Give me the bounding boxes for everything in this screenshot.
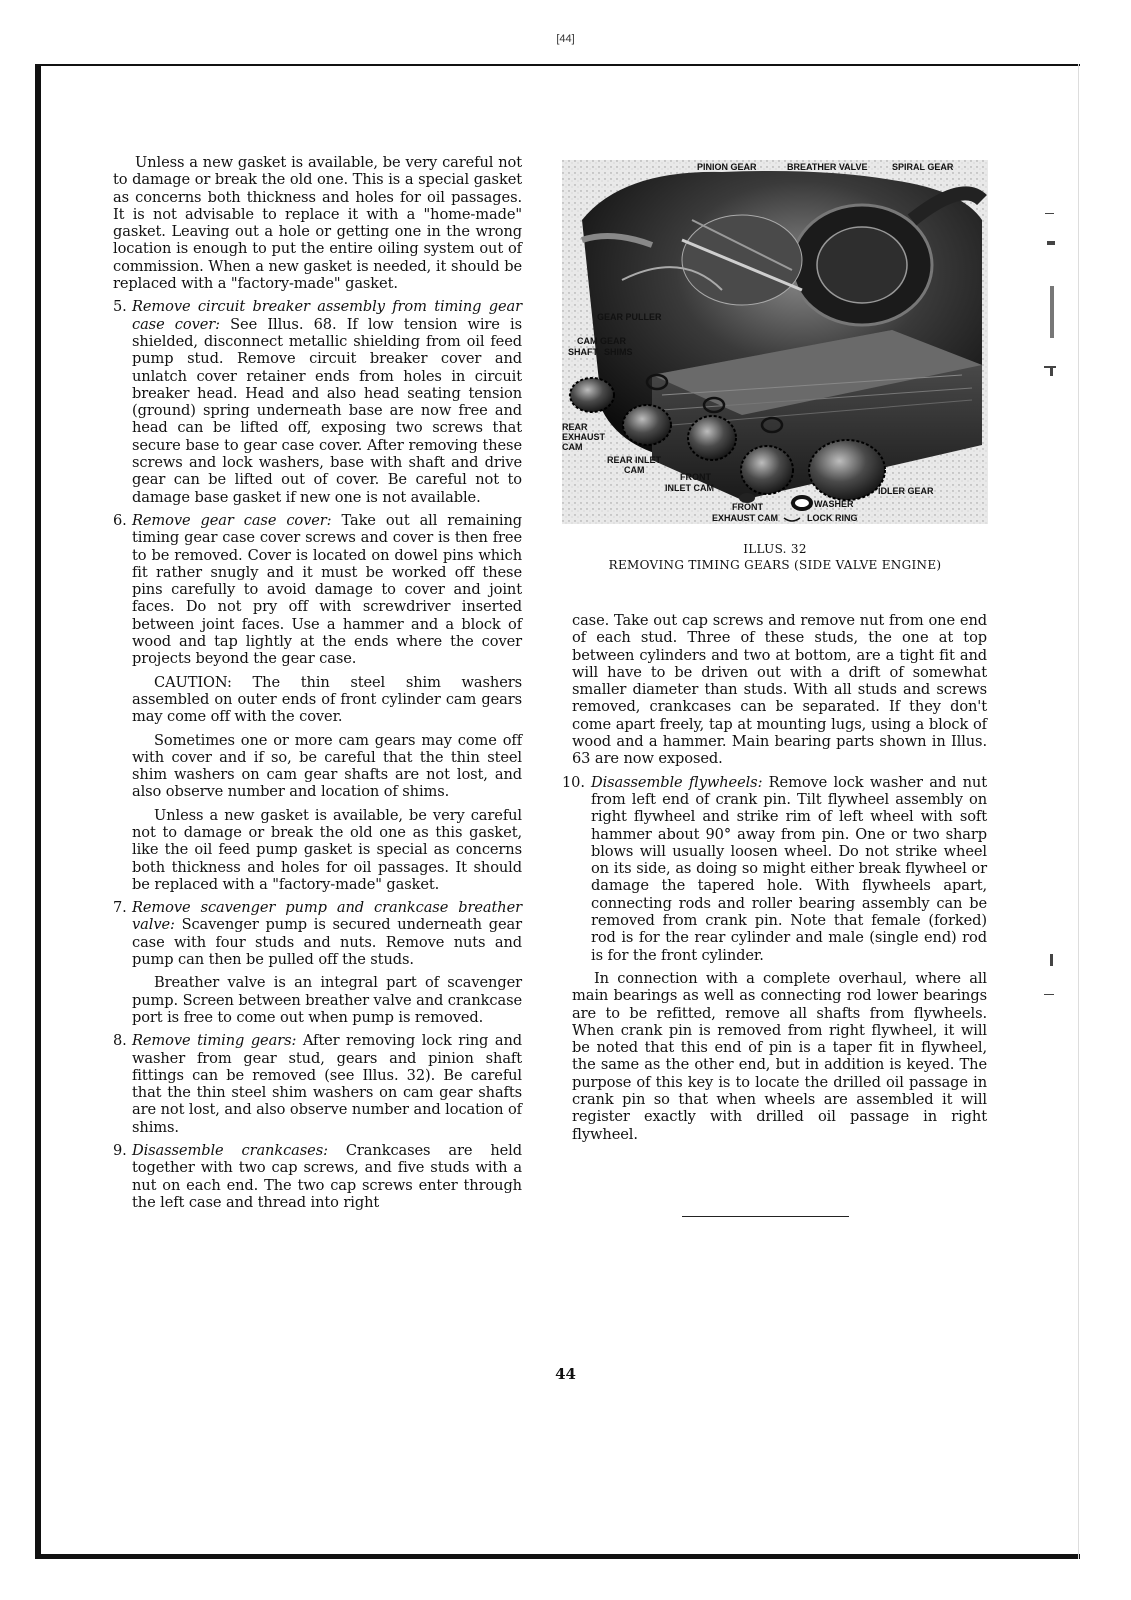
step-title: Remove circuit breaker assembly from timing gear case cover: xyxy=(132,298,522,333)
step-title: Remove timing gears: xyxy=(132,1032,297,1050)
label-rear-exhaust-cam-1: REAR xyxy=(562,422,588,432)
label-cam-gear: CAM GEAR xyxy=(577,336,626,346)
label-shaft: SHAFT xyxy=(568,347,598,357)
timing-gears-photo xyxy=(562,160,988,524)
step-title: Remove gear case cover: xyxy=(132,511,332,529)
step-title: Remove scavenger pump and crankcase breather valve: xyxy=(132,899,522,934)
step-text: See Illus. 68. If low tension wire is shielded, disconnect metallic shielding from oil feed pump stud. Remove circuit breaker cover and unlatch cover retainer ends from holes in circuit breaker head. Head and also head seating tension (ground) spring underneath base are now free and head can be lifted off, exposing two screws that secure base to gear case cover. After removing these screws and lock washers, base with shaft and drive gear can be lifted out of cover. Be careful not to damage base gasket if new one is not available. xyxy=(132,315,523,506)
step-6 xyxy=(113,512,522,893)
step-text: Scavenger pump is secured underneath gear case with four studs and nuts. Remove nuts and pump can then be pulled off the studs. xyxy=(132,916,522,969)
step-9-continuation: case. Take out cap screws and remove nut from one end of each stud. Three of these studs, the one at top between cylinders and two at bottom, are a tight fit and will have to be driven out with a drift of somewhat smaller diameter than studs. With all studs and screws removed, crankcases can be separated. If they don't come apart freely, tap at mounting lugs, using a block of wood and a hammer. Main bearing parts shown in Illus. 63 are now exposed. xyxy=(572,612,987,768)
label-idler-gear: IDLER GEAR xyxy=(878,486,934,496)
page-number: 44 xyxy=(555,1365,576,1383)
label-rear-inlet-cam-2: CAM xyxy=(624,465,645,475)
step-number: 5. xyxy=(113,298,127,316)
intro-paragraph: Unless a new gasket is available, be very careful not to damage or break the old one. This is a special gasket as concerns both thickness and holes for oil passages. It is not advisable to replace it with a "home-made" gasket. Leaving out a hole or getting one in the wrong location is enough to put the entire oiling system out of commission. When a new gasket is needed, it should be replaced with a "factory-made" gasket. xyxy=(113,154,522,293)
overhaul-paragraph: In connection with a complete overhaul, where all main bearings as well as connecting rod lower bearings are to be refitted, remove all shafts from flywheels. When crank pin is removed from right flywheel, it will be noted that this end of pin is a taper fit in flywheel, the same as the other end, but in addition is keyed. The purpose of this key is to locate the drilled oil passage in crank pin so that when wheels are assembled it will register exactly with drilled oil passage in right flywheel. xyxy=(572,969,987,1143)
step-number: 10. xyxy=(562,773,585,791)
label-rear-inlet-cam-1: REAR INLET xyxy=(607,455,661,465)
right-column xyxy=(562,612,987,1143)
step-number: 7. xyxy=(113,899,127,917)
label-front-exhaust-cam-1: FRONT xyxy=(732,502,763,512)
step-10 xyxy=(562,773,987,964)
label-washer: WASHER xyxy=(814,499,854,509)
label-front-inlet-cam-1: FRONT xyxy=(680,472,711,482)
step-text: Take out all remaining timing gear case cover screws and cover is then free to be removed. Cover is located on dowel pins which fit rather snugly and it must be worked off these pins carefully to avoid damage to cover and joint faces. Do not pry off with screwdriver inserted between joint faces. Use a hammer and a block of wood and tap lightly at the ends where the cover projects beyond the gear case. xyxy=(132,511,523,668)
step-paragraph: Unless a new gasket is available, be very careful not to damage or break the old one as this gasket, like the oil feed pump gasket is special as concerns both thickness and holes for oil passages. It should be replaced with a "factory-made" gasket. xyxy=(132,806,522,893)
label-rear-exhaust-cam-2: EXHAUST xyxy=(562,432,606,442)
caution-note: CAUTION: The thin steel shim washers assembled on outer ends of front cylinder cam gears may come off with the cover. xyxy=(132,673,522,726)
figure-caption xyxy=(562,541,988,573)
step-text: Remove lock washer and nut from left end of crank pin. Tilt flywheel assembly on right flywheel and strike rim of left wheel with soft hammer about 90° away from pin. One or two sharp blows will usually loosen wheel. Do not strike wheel on its side, as doing so might either break flywheel or damage the tapered hole. With flywheels apart, connecting rods and roller bearing assembly can be removed from crank pin. Note that female (forked) rod is for the rear cylinder and male (single end) rod is for the front cylinder. xyxy=(591,773,987,964)
step-9 xyxy=(113,1142,522,1211)
step-number: 9. xyxy=(113,1142,127,1160)
step-number: 8. xyxy=(113,1032,127,1050)
label-front-inlet-cam-2: INLET CAM xyxy=(665,483,714,493)
left-column xyxy=(113,154,522,1211)
caption-number: ILLUS. 32 xyxy=(743,542,807,556)
label-front-exhaust-cam-2: EXHAUST CAM xyxy=(712,513,779,523)
label-breather-valve: BREATHER VALVE xyxy=(787,162,868,172)
label-gear-puller: GEAR PULLER xyxy=(597,312,662,322)
label-spiral-gear: SPIRAL GEAR xyxy=(892,162,954,172)
step-title: Disassemble flywheels: xyxy=(591,773,763,791)
page-reference: [44] xyxy=(556,33,575,45)
label-lock-ring: LOCK RING xyxy=(807,513,858,523)
step-text: After removing lock ring and washer from gear stud, gears and pinion shaft fittings can be removed (see Illus. 32). Be careful that the thin steel shim washers on cam gear shafts are not lost, and also observe number and location of shims. xyxy=(132,1032,522,1136)
frame-left-border xyxy=(35,64,41,1559)
section-divider xyxy=(682,1216,849,1217)
frame-bottom-border xyxy=(35,1554,1080,1559)
frame-top-border xyxy=(36,64,1080,66)
step-text: Crankcases are held together with two cap screws, and five studs with a nut on each end. The two cap screws enter through the left case and thread into right xyxy=(132,1142,522,1211)
label-shims: SHIMS xyxy=(604,347,633,357)
frame-right-border xyxy=(1078,64,1079,1559)
step-5 xyxy=(113,298,522,506)
step-number: 6. xyxy=(113,511,127,529)
caption-title: REMOVING TIMING GEARS (SIDE VALVE ENGINE) xyxy=(608,558,942,572)
step-title: Disassemble crankcases: xyxy=(132,1142,328,1160)
label-pinion-gear: PINION GEAR xyxy=(697,162,757,172)
label-rear-exhaust-cam-3: CAM xyxy=(562,442,583,452)
step-paragraph: Sometimes one or more cam gears may come off with cover and if so, be careful that the thin steel shim washers on cam gear shafts are not lost, and also observe number and location of shims. xyxy=(132,731,522,801)
step-8 xyxy=(113,1032,522,1136)
step-paragraph: Breather valve is an integral part of scavenger pump. Screen between breather valve and crankcase port is free to come out when pump is removed. xyxy=(132,974,522,1026)
step-7 xyxy=(113,899,522,1026)
